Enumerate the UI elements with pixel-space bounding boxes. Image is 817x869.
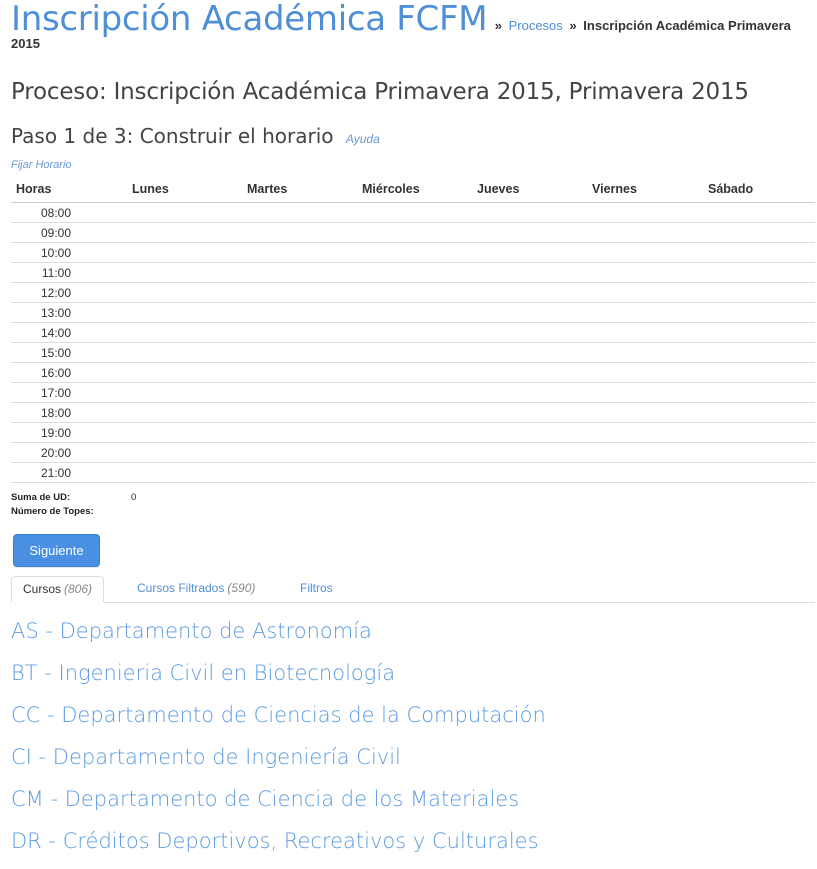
schedule-slot[interactable]	[703, 203, 815, 223]
schedule-slot[interactable]	[703, 343, 815, 363]
schedule-row	[11, 203, 815, 223]
schedule-table	[11, 176, 815, 483]
schedule-slot[interactable]	[587, 343, 703, 363]
tab-cursos-filtrados-count: (590)	[227, 581, 256, 595]
tab-cursos-count: (806)	[64, 582, 93, 596]
hour-cell: 21:00	[11, 463, 127, 483]
schedule-slot[interactable]	[357, 403, 472, 423]
hour-cell: 14:00	[11, 323, 127, 343]
schedule-header-row	[11, 176, 815, 203]
schedule-row	[11, 243, 815, 263]
schedule-row	[11, 343, 815, 363]
hour-cell: 16:00	[11, 363, 127, 383]
course-tabs	[11, 576, 815, 603]
schedule-slot[interactable]	[127, 203, 242, 223]
department-link[interactable]: DR - Créditos Deportivos, Recreativos y Culturales	[11, 829, 539, 853]
department-link[interactable]: CC - Departamento de Ciencias de la Computación	[11, 703, 546, 727]
schedule-slot[interactable]	[587, 463, 703, 483]
schedule-slot[interactable]	[472, 443, 587, 463]
schedule-slot[interactable]	[703, 443, 815, 463]
help-link[interactable]: Ayuda	[345, 132, 380, 146]
department-link[interactable]: CI - Departamento de Ingeniería Civil	[11, 745, 401, 769]
schedule-slot[interactable]	[127, 383, 242, 403]
schedule-slot[interactable]	[242, 323, 357, 343]
hour-cell: 18:00	[11, 403, 127, 423]
tab-cursos-label: Cursos	[23, 582, 62, 596]
header-tuesday: Martes	[242, 176, 357, 203]
schedule-slot[interactable]	[357, 343, 472, 363]
schedule-slot[interactable]	[357, 443, 472, 463]
schedule-slot[interactable]	[703, 283, 815, 303]
schedule-slot[interactable]	[472, 403, 587, 423]
schedule-slot[interactable]	[587, 263, 703, 283]
header-friday: Viernes	[587, 176, 703, 203]
hour-cell: 20:00	[11, 443, 127, 463]
schedule-slot[interactable]	[242, 283, 357, 303]
schedule-slot[interactable]	[587, 403, 703, 423]
schedule-slot[interactable]	[242, 463, 357, 483]
schedule-slot[interactable]	[242, 403, 357, 423]
step-title-text: Paso 1 de 3: Construir el horario	[11, 124, 334, 148]
schedule-slot[interactable]	[587, 203, 703, 223]
hour-cell: 19:00	[11, 423, 127, 443]
schedule-slot[interactable]	[242, 383, 357, 403]
site-title[interactable]: Inscripción Académica FCFM	[11, 0, 488, 39]
schedule-slot[interactable]	[127, 463, 242, 483]
schedule-slot[interactable]	[472, 323, 587, 343]
schedule-slot[interactable]	[472, 243, 587, 263]
schedule-slot[interactable]	[127, 303, 242, 323]
schedule-row	[11, 283, 815, 303]
schedule-slot[interactable]	[127, 423, 242, 443]
schedule-row	[11, 323, 815, 343]
tab-cursos-filtrados-label: Cursos Filtrados	[137, 581, 225, 595]
schedule-slot[interactable]	[703, 363, 815, 383]
schedule-row	[11, 263, 815, 283]
schedule-slot[interactable]	[587, 323, 703, 343]
schedule-slot[interactable]	[587, 243, 703, 263]
schedule-slot[interactable]	[242, 303, 357, 323]
department-link[interactable]: AS - Departamento de Astronomía	[11, 619, 372, 643]
schedule-row	[11, 223, 815, 243]
header-monday: Lunes	[127, 176, 242, 203]
schedule-slot[interactable]	[242, 243, 357, 263]
schedule-slot[interactable]	[472, 223, 587, 243]
schedule-slot[interactable]	[127, 443, 242, 463]
schedule-row	[11, 463, 815, 483]
schedule-slot[interactable]	[472, 423, 587, 443]
schedule-slot[interactable]	[703, 383, 815, 403]
hour-cell: 11:00	[11, 263, 127, 283]
schedule-slot[interactable]	[472, 283, 587, 303]
schedule-slot[interactable]	[357, 203, 472, 223]
schedule-slot[interactable]	[357, 423, 472, 443]
schedule-slot[interactable]	[472, 363, 587, 383]
breadcrumb-separator: »	[494, 18, 502, 33]
schedule-slot[interactable]	[127, 223, 242, 243]
schedule-slot[interactable]	[127, 343, 242, 363]
ud-sum-value: 0	[131, 492, 137, 503]
schedule-row	[11, 363, 815, 383]
schedule-slot[interactable]	[127, 363, 242, 383]
schedule-slot[interactable]	[127, 283, 242, 303]
breadcrumb-separator: »	[569, 18, 577, 33]
schedule-slot[interactable]	[587, 283, 703, 303]
schedule-slot[interactable]	[242, 423, 357, 443]
schedule-slot[interactable]	[703, 423, 815, 443]
schedule-row	[11, 383, 815, 403]
ud-sum-row	[11, 491, 137, 505]
schedule-slot[interactable]	[587, 443, 703, 463]
schedule-slot[interactable]	[127, 263, 242, 283]
schedule-slot[interactable]	[357, 323, 472, 343]
schedule-slot[interactable]	[587, 223, 703, 243]
schedule-slot[interactable]	[472, 383, 587, 403]
hour-cell: 17:00	[11, 383, 127, 403]
schedule-slot[interactable]	[587, 363, 703, 383]
schedule-slot[interactable]	[127, 403, 242, 423]
schedule-row	[11, 423, 815, 443]
hour-cell: 15:00	[11, 343, 127, 363]
schedule-slot[interactable]	[242, 443, 357, 463]
schedule-slot[interactable]	[703, 263, 815, 283]
hour-cell: 10:00	[11, 243, 127, 263]
schedule-slot[interactable]	[472, 263, 587, 283]
schedule-slot[interactable]	[357, 463, 472, 483]
ud-sum-label: Suma de UD:	[11, 492, 71, 503]
schedule-row	[11, 403, 815, 423]
schedule-slot[interactable]	[703, 463, 815, 483]
header-wednesday: Miércoles	[357, 176, 472, 203]
schedule-slot[interactable]	[472, 463, 587, 483]
schedule-slot[interactable]	[357, 243, 472, 263]
hour-cell: 08:00	[11, 203, 127, 223]
schedule-row	[11, 303, 815, 323]
schedule-slot[interactable]	[242, 203, 357, 223]
next-button[interactable]: Siguiente	[13, 534, 100, 567]
schedule-slot[interactable]	[242, 343, 357, 363]
department-link[interactable]: CM - Departamento de Ciencia de los Materiales	[11, 787, 520, 811]
schedule-slot[interactable]	[703, 303, 815, 323]
schedule-slot[interactable]	[587, 383, 703, 403]
process-title: Proceso: Inscripción Académica Primavera 2015, Primavera 2015	[11, 79, 749, 105]
schedule-slot[interactable]	[127, 323, 242, 343]
schedule-slot[interactable]	[703, 403, 815, 423]
schedule-slot[interactable]	[127, 243, 242, 263]
tab-filtros[interactable]	[289, 576, 344, 601]
topes-label: Número de Topes:	[11, 506, 94, 517]
header-thursday: Jueves	[472, 176, 587, 203]
hour-cell: 12:00	[11, 283, 127, 303]
schedule-slot[interactable]	[472, 203, 587, 223]
department-link[interactable]: BT - Ingenieria Civil en Biotecnología	[11, 661, 396, 685]
header-hours: Horas	[11, 176, 127, 203]
header-saturday: Sábado	[703, 176, 815, 203]
schedule-row	[11, 443, 815, 463]
tab-cursos-filtrados[interactable]	[126, 576, 266, 601]
schedule-slot[interactable]	[242, 263, 357, 283]
schedule-slot[interactable]	[357, 223, 472, 243]
step-title	[11, 124, 380, 148]
schedule-slot[interactable]	[472, 343, 587, 363]
department-list	[11, 617, 546, 869]
schedule-slot[interactable]	[587, 423, 703, 443]
breadcrumb-current: Inscripción Académica Primavera 2015	[11, 18, 791, 51]
tab-cursos[interactable]	[11, 576, 104, 603]
hour-cell: 09:00	[11, 223, 127, 243]
schedule-slot[interactable]	[357, 283, 472, 303]
schedule-slot[interactable]	[242, 223, 357, 243]
schedule-slot[interactable]	[703, 243, 815, 263]
hour-cell: 13:00	[11, 303, 127, 323]
schedule-slot[interactable]	[242, 363, 357, 383]
schedule-slot[interactable]	[703, 323, 815, 343]
schedule-slot[interactable]	[703, 223, 815, 243]
schedule-slot[interactable]	[472, 303, 587, 323]
schedule-slot[interactable]	[357, 303, 472, 323]
fix-schedule-link[interactable]: Fijar Horario	[11, 159, 72, 171]
breadcrumb-procesos-link[interactable]: Procesos	[508, 18, 563, 33]
page-header	[11, 2, 807, 52]
schedule-slot[interactable]	[357, 263, 472, 283]
schedule-summary	[11, 491, 137, 519]
schedule-slot[interactable]	[357, 383, 472, 403]
schedule-slot[interactable]	[587, 303, 703, 323]
tab-filtros-label: Filtros	[300, 581, 333, 595]
topes-row	[11, 505, 94, 519]
schedule-slot[interactable]	[357, 363, 472, 383]
